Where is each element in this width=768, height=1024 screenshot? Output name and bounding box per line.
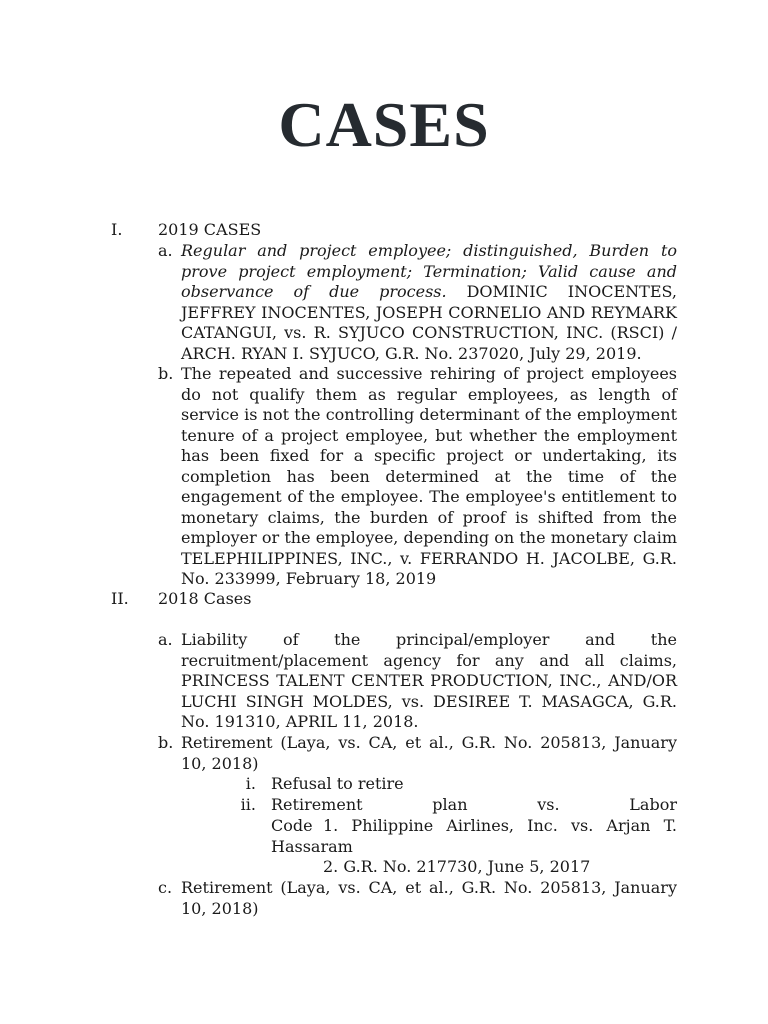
numbered-item-text: G.R. No. 217730, June 5, 2017: [343, 857, 591, 876]
case-item: Liability of the principal/employer and the recruitment/placement agency for any and all claims, PRINCESS TALENT CENTER PRODUCTION, INC., AND/OR LUCHI SINGH MOLDES, vs. DESIREE T. MASAGCA, G.R. No. 191310, APRIL 11, 2018.: [181, 630, 677, 731]
numbered-item-text: Philippine Airlines, Inc. vs. Arjan T. Hassaram: [271, 816, 677, 856]
section-title: 2018 Cases: [158, 589, 252, 608]
subitem-number: i.: [245, 774, 256, 793]
item-letter: b.: [158, 733, 174, 752]
case-citation: DOMINIC INOCENTES, JEFFREY INOCENTES, JOSEPH CORNELIO AND REYMARK CATANGUI, vs. R. SYJUCO CONSTRUCTION, INC. (RSCI) / ARCH. RYAN I. SYJUCO, G.R. No. 237020, July 29, 2019.: [181, 282, 677, 363]
item-letter: c.: [158, 878, 173, 897]
numbered-item-number: 1.: [323, 816, 339, 835]
section-title: 2019 CASES: [158, 220, 262, 239]
subitem-text: Refusal to retire: [271, 774, 404, 793]
numbered-item: [271, 816, 677, 857]
item-letter: a.: [158, 241, 173, 260]
case-topic: Regular and project employee; distinguished, Burden to prove project employment; Termination; Valid cause and observance of due process.: [181, 241, 677, 301]
item-letter: b.: [158, 364, 174, 383]
numbered-item-number: 2.: [323, 857, 339, 876]
subitem-text: Retirement plan vs. Labor Code: [271, 795, 677, 835]
section-number: I.: [111, 220, 123, 239]
item-letter: a.: [158, 630, 173, 649]
case-item: The repeated and successive rehiring of project employees do not qualify them as regular employees, as length of service is not the controlling determinant of the employment tenure of a project employee, but whether the employment has been fixed for a specific project or undertaking, its completion has been determined at the time of the engagement of the employee. The employee's entitlement to monetary claims, the burden of proof is shifted from the employer or the employee, depending on the monetary claim TELEPHILIPPINES, INC., v. FERRANDO H. JACOLBE, G.R. No. 233999, February 18, 2019: [181, 364, 677, 588]
page-title: CASES: [278, 89, 490, 160]
case-item: Retirement (Laya, vs. CA, et al., G.R. No. 205813, January 10, 2018): [181, 878, 677, 918]
case-item: Retirement (Laya, vs. CA, et al., G.R. No. 205813, January 10, 2018): [181, 733, 677, 773]
numbered-item: [323, 857, 590, 878]
case-item: [181, 241, 677, 364]
subitem-number: ii.: [240, 795, 256, 814]
section-number: II.: [111, 589, 129, 608]
